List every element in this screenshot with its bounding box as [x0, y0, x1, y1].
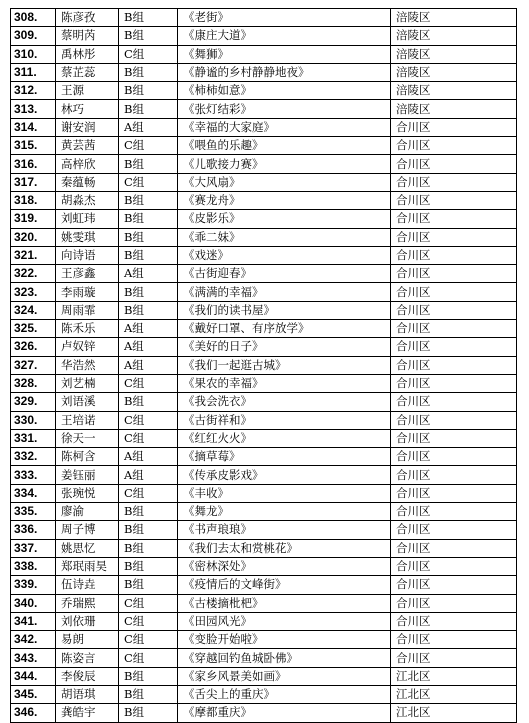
entry-group: B组	[119, 27, 178, 45]
entry-group: C组	[119, 649, 178, 667]
entry-title: 《我们去太和赏桃花》	[178, 539, 391, 557]
entry-name: 华浩然	[56, 356, 119, 374]
entry-number: 321.	[11, 246, 56, 264]
entry-title: 《喂鱼的乐趣》	[178, 137, 391, 155]
entry-title: 《舞龙》	[178, 503, 391, 521]
entry-number: 332.	[11, 448, 56, 466]
entry-group: C组	[119, 137, 178, 155]
entry-name: 秦蕴畅	[56, 173, 119, 191]
entry-name: 李俊辰	[56, 667, 119, 685]
entry-name: 王彦鑫	[56, 265, 119, 283]
table-row	[11, 612, 517, 630]
entry-title: 《美好的日子》	[178, 338, 391, 356]
entry-number: 325.	[11, 320, 56, 338]
entry-title: 《丰收》	[178, 484, 391, 502]
entry-number: 309.	[11, 27, 56, 45]
entry-district: 合川区	[391, 246, 517, 264]
entry-number: 328.	[11, 374, 56, 392]
entry-number: 317.	[11, 173, 56, 191]
table-row	[11, 320, 517, 338]
table-row	[11, 9, 517, 27]
entry-district: 江北区	[391, 667, 517, 685]
entry-name: 姜钰丽	[56, 466, 119, 484]
entry-group: A组	[119, 265, 178, 283]
table-row	[11, 191, 517, 209]
entry-district: 涪陵区	[391, 63, 517, 81]
entry-district: 合川区	[391, 374, 517, 392]
table-row	[11, 411, 517, 429]
entry-title: 《柿柿如意》	[178, 82, 391, 100]
entry-number: 337.	[11, 539, 56, 557]
entry-name: 周子博	[56, 521, 119, 539]
entry-number: 316.	[11, 155, 56, 173]
entry-title: 《戏迷》	[178, 246, 391, 264]
table-row	[11, 466, 517, 484]
entry-district: 合川区	[391, 265, 517, 283]
entry-number: 322.	[11, 265, 56, 283]
entry-group: B组	[119, 100, 178, 118]
entry-group: B组	[119, 246, 178, 264]
entry-district: 合川区	[391, 576, 517, 594]
entry-number: 319.	[11, 210, 56, 228]
entry-title: 《摩都重庆》	[178, 704, 391, 722]
entry-title: 《赛龙舟》	[178, 191, 391, 209]
entry-district: 合川区	[391, 503, 517, 521]
entry-number: 345.	[11, 685, 56, 703]
entry-district: 合川区	[391, 137, 517, 155]
entry-district: 合川区	[391, 393, 517, 411]
entry-title: 《红红火火》	[178, 429, 391, 447]
entry-title: 《满满的幸福》	[178, 283, 391, 301]
entry-district: 合川区	[391, 283, 517, 301]
entry-group: C组	[119, 612, 178, 630]
entry-name: 廖渝	[56, 503, 119, 521]
entry-district: 合川区	[391, 429, 517, 447]
entry-name: 陈姿言	[56, 649, 119, 667]
entry-number: 327.	[11, 356, 56, 374]
entry-title: 《儿歌接力赛》	[178, 155, 391, 173]
entry-number: 318.	[11, 191, 56, 209]
entry-number: 342.	[11, 631, 56, 649]
entry-district: 合川区	[391, 484, 517, 502]
entry-district: 合川区	[391, 521, 517, 539]
entry-name: 陈彦孜	[56, 9, 119, 27]
entry-group: A组	[119, 118, 178, 136]
table-row	[11, 448, 517, 466]
entry-name: 乔瑞熙	[56, 594, 119, 612]
entry-group: A组	[119, 338, 178, 356]
entry-title: 《古街祥和》	[178, 411, 391, 429]
entry-number: 335.	[11, 503, 56, 521]
entry-name: 李雨璇	[56, 283, 119, 301]
entry-title: 《书声琅琅》	[178, 521, 391, 539]
entry-name: 陈禾乐	[56, 320, 119, 338]
entry-district: 涪陵区	[391, 9, 517, 27]
table-row	[11, 265, 517, 283]
entry-group: B组	[119, 191, 178, 209]
entry-name: 禹林彤	[56, 45, 119, 63]
entry-group: B组	[119, 503, 178, 521]
entry-name: 易朗	[56, 631, 119, 649]
entry-district: 涪陵区	[391, 82, 517, 100]
entry-number: 341.	[11, 612, 56, 630]
entry-name: 伍诗垚	[56, 576, 119, 594]
table-row	[11, 704, 517, 722]
table-row	[11, 301, 517, 319]
table-row	[11, 539, 517, 557]
entry-name: 王培诺	[56, 411, 119, 429]
entry-group: C组	[119, 484, 178, 502]
entry-name: 龚皓宇	[56, 704, 119, 722]
table-row	[11, 594, 517, 612]
entry-group: C组	[119, 429, 178, 447]
entry-title: 《古楼摘枇杷》	[178, 594, 391, 612]
entry-group: B组	[119, 210, 178, 228]
entry-group: C组	[119, 594, 178, 612]
entry-group: C组	[119, 631, 178, 649]
entry-district: 合川区	[391, 356, 517, 374]
entry-group: B组	[119, 557, 178, 575]
entry-title: 《我会洗衣》	[178, 393, 391, 411]
entry-district: 涪陵区	[391, 27, 517, 45]
table-row	[11, 576, 517, 594]
entry-title: 《家乡风景美如画》	[178, 667, 391, 685]
entry-title: 《变脸开始啦》	[178, 631, 391, 649]
entry-title: 《我们一起逛古城》	[178, 356, 391, 374]
entry-title: 《大风扇》	[178, 173, 391, 191]
entry-title: 《舞狮》	[178, 45, 391, 63]
entry-district: 合川区	[391, 191, 517, 209]
entry-title: 《田园风光》	[178, 612, 391, 630]
entry-district: 合川区	[391, 631, 517, 649]
entry-district: 合川区	[391, 210, 517, 228]
entry-district: 涪陵区	[391, 45, 517, 63]
entry-title: 《果农的幸福》	[178, 374, 391, 392]
entry-title: 《静谧的乡村静静地夜》	[178, 63, 391, 81]
entry-district: 合川区	[391, 411, 517, 429]
entry-name: 刘虹玮	[56, 210, 119, 228]
entry-title: 《疫情后的文峰街》	[178, 576, 391, 594]
entry-number: 326.	[11, 338, 56, 356]
entry-name: 胡淼杰	[56, 191, 119, 209]
entry-number: 329.	[11, 393, 56, 411]
entry-title: 《传承皮影戏》	[178, 466, 391, 484]
entry-number: 338.	[11, 557, 56, 575]
entry-title: 《幸福的大家庭》	[178, 118, 391, 136]
entry-number: 310.	[11, 45, 56, 63]
entry-number: 339.	[11, 576, 56, 594]
table-row	[11, 137, 517, 155]
table-row	[11, 631, 517, 649]
entry-title: 《乖二妹》	[178, 228, 391, 246]
entry-title: 《古街迎春》	[178, 265, 391, 283]
table-row	[11, 557, 517, 575]
entry-district: 合川区	[391, 320, 517, 338]
entry-number: 333.	[11, 466, 56, 484]
table-row	[11, 484, 517, 502]
entry-number: 323.	[11, 283, 56, 301]
entry-group: B组	[119, 521, 178, 539]
entry-number: 314.	[11, 118, 56, 136]
table-row	[11, 649, 517, 667]
entries-table-body	[11, 9, 517, 723]
entry-title: 《摘草莓》	[178, 448, 391, 466]
entry-title: 《穿越回钓鱼城卧佛》	[178, 649, 391, 667]
entry-number: 344.	[11, 667, 56, 685]
table-row	[11, 173, 517, 191]
entry-number: 320.	[11, 228, 56, 246]
entry-title: 《皮影乐》	[178, 210, 391, 228]
entry-number: 331.	[11, 429, 56, 447]
entry-name: 蔡芷蕊	[56, 63, 119, 81]
entry-district: 合川区	[391, 338, 517, 356]
entry-group: B组	[119, 393, 178, 411]
entry-name: 张琬悦	[56, 484, 119, 502]
entry-name: 向诗语	[56, 246, 119, 264]
entry-group: B组	[119, 576, 178, 594]
table-row	[11, 685, 517, 703]
entry-name: 徐天一	[56, 429, 119, 447]
entry-name: 刘语溪	[56, 393, 119, 411]
entry-name: 郑珉雨昊	[56, 557, 119, 575]
table-row	[11, 356, 517, 374]
table-row	[11, 45, 517, 63]
entry-group: B组	[119, 301, 178, 319]
entry-name: 高梓欣	[56, 155, 119, 173]
entry-number: 340.	[11, 594, 56, 612]
entry-title: 《张灯结彩》	[178, 100, 391, 118]
entry-name: 黄芸茜	[56, 137, 119, 155]
entry-number: 330.	[11, 411, 56, 429]
table-row	[11, 228, 517, 246]
table-row	[11, 63, 517, 81]
entry-name: 姚雯琪	[56, 228, 119, 246]
entry-district: 合川区	[391, 118, 517, 136]
entry-group: B组	[119, 228, 178, 246]
entry-number: 312.	[11, 82, 56, 100]
table-row	[11, 667, 517, 685]
entries-table	[10, 8, 517, 723]
entry-number: 343.	[11, 649, 56, 667]
entry-number: 334.	[11, 484, 56, 502]
entry-district: 涪陵区	[391, 100, 517, 118]
entry-group: B组	[119, 685, 178, 703]
table-row	[11, 155, 517, 173]
table-row	[11, 246, 517, 264]
entry-name: 林巧	[56, 100, 119, 118]
entry-group: A组	[119, 466, 178, 484]
table-row	[11, 118, 517, 136]
entry-title: 《我们的读书屋》	[178, 301, 391, 319]
entry-district: 合川区	[391, 557, 517, 575]
entry-group: B组	[119, 63, 178, 81]
entry-number: 346.	[11, 704, 56, 722]
entry-number: 308.	[11, 9, 56, 27]
entry-group: C组	[119, 374, 178, 392]
entry-number: 311.	[11, 63, 56, 81]
entry-district: 合川区	[391, 448, 517, 466]
entry-group: B组	[119, 155, 178, 173]
entry-group: B组	[119, 82, 178, 100]
table-row	[11, 82, 517, 100]
entry-name: 王源	[56, 82, 119, 100]
entry-name: 刘艺楠	[56, 374, 119, 392]
table-row	[11, 429, 517, 447]
entry-district: 合川区	[391, 594, 517, 612]
table-row	[11, 503, 517, 521]
entry-district: 合川区	[391, 539, 517, 557]
entry-group: B组	[119, 539, 178, 557]
table-row	[11, 374, 517, 392]
entry-group: A组	[119, 356, 178, 374]
entry-district: 合川区	[391, 173, 517, 191]
entry-name: 刘依珊	[56, 612, 119, 630]
entry-district: 江北区	[391, 685, 517, 703]
entry-title: 《舌尖上的重庆》	[178, 685, 391, 703]
table-row	[11, 27, 517, 45]
entry-name: 谢安润	[56, 118, 119, 136]
table-row	[11, 283, 517, 301]
entry-number: 324.	[11, 301, 56, 319]
entry-district: 合川区	[391, 228, 517, 246]
entry-group: A组	[119, 320, 178, 338]
entry-group: A组	[119, 448, 178, 466]
entry-district: 合川区	[391, 649, 517, 667]
entry-name: 周雨霏	[56, 301, 119, 319]
entry-district: 合川区	[391, 466, 517, 484]
entry-group: B组	[119, 9, 178, 27]
entry-group: C组	[119, 173, 178, 191]
entry-title: 《戴好口罩、有序放学》	[178, 320, 391, 338]
entry-name: 卢奴锌	[56, 338, 119, 356]
table-row	[11, 100, 517, 118]
entry-district: 江北区	[391, 704, 517, 722]
entry-title: 《密林深处》	[178, 557, 391, 575]
entry-district: 合川区	[391, 612, 517, 630]
entry-number: 336.	[11, 521, 56, 539]
entry-title: 《康庄大道》	[178, 27, 391, 45]
entry-name: 胡语琪	[56, 685, 119, 703]
entry-group: B组	[119, 283, 178, 301]
entry-group: C组	[119, 45, 178, 63]
table-row	[11, 393, 517, 411]
table-row	[11, 338, 517, 356]
table-row	[11, 210, 517, 228]
entry-group: B组	[119, 667, 178, 685]
entry-name: 蔡明芮	[56, 27, 119, 45]
table-row	[11, 521, 517, 539]
entry-district: 合川区	[391, 301, 517, 319]
entry-title: 《老街》	[178, 9, 391, 27]
entry-name: 姚思忆	[56, 539, 119, 557]
entry-district: 合川区	[391, 155, 517, 173]
entry-number: 313.	[11, 100, 56, 118]
entry-group: B组	[119, 704, 178, 722]
entry-group: C组	[119, 411, 178, 429]
entry-number: 315.	[11, 137, 56, 155]
entry-name: 陈柯含	[56, 448, 119, 466]
